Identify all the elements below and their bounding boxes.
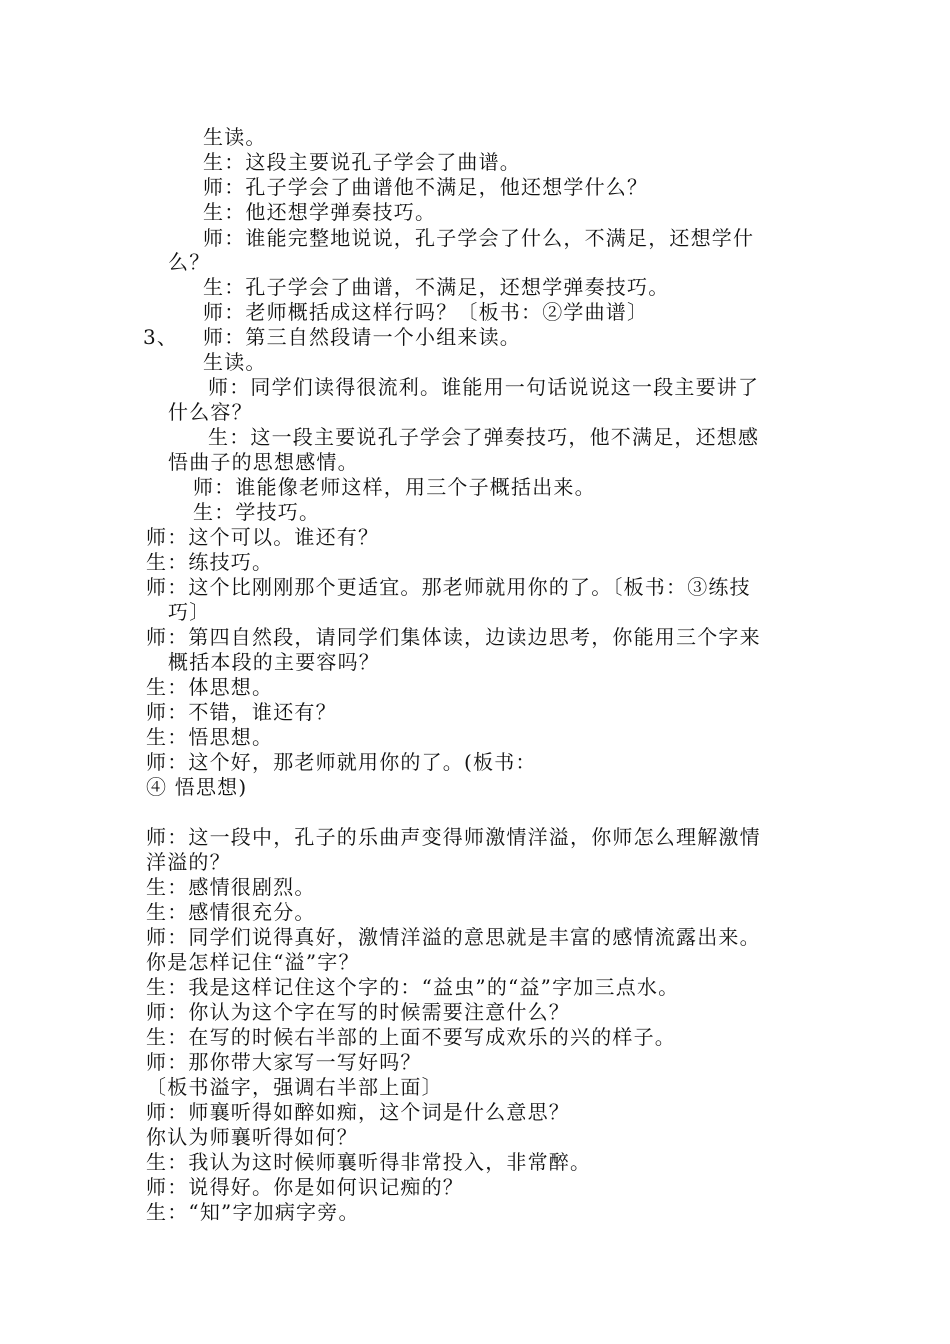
text-line: 〔板书溢字，强调右半部上面〕 — [146, 1075, 443, 1099]
text-line: 师：不错，谁还有？ — [146, 700, 337, 724]
text-line: 师：同学们读得很流利。谁能用一句话说说这一段主要讲了 — [208, 375, 760, 399]
text-line: 巧〕 — [168, 600, 211, 624]
text-line: 师：说得好。你是如何识记痴的？ — [146, 1175, 464, 1199]
text-line: 生：我是这样记住这个字的：“益虫”的“益”字加三点水。 — [146, 975, 680, 999]
text-line: 师：这个比刚刚那个更适宜。那老师就用你的了。〔板书：③练技 — [146, 575, 751, 599]
text-line: 师：同学们说得真好，激情洋溢的意思就是丰富的感情流露出来。 — [146, 925, 761, 949]
text-line: 生：感情很剧烈。 — [146, 875, 316, 899]
text-line: 师：谁能像老师这样，用三个子概括出来。 — [193, 475, 596, 499]
text-line: 生：孔子学会了曲谱，不满足，还想学弹奏技巧。 — [203, 275, 670, 299]
text-line: 生：悟思想。 — [146, 725, 274, 749]
text-line: 师：师襄听得如醉如痴，这个词是什么意思？ — [146, 1100, 570, 1124]
text-line: ④ 悟思想) — [146, 775, 248, 799]
text-line: 么？ — [168, 250, 211, 274]
text-line: 生读。 — [203, 350, 267, 374]
text-line: 师：这一段中，孔子的乐曲声变得师激情洋溢，你师怎么理解激情 — [146, 825, 761, 849]
text-line: 什么容？ — [168, 400, 253, 424]
text-line: 悟曲子的思想感情。 — [168, 450, 359, 474]
text-line: 生：“知”字加病字旁。 — [146, 1200, 360, 1224]
text-line: 生：这一段主要说孔子学会了弹奏技巧，他不满足，还想感 — [208, 425, 760, 449]
text-line: 生：学技巧。 — [193, 500, 321, 524]
text-line: 师：第四自然段，请同学们集体读，边读边思考，你能用三个字来 — [146, 625, 761, 649]
text-line: 生：这段主要说孔子学会了曲谱。 — [203, 150, 521, 174]
text-line: 你认为师襄听得如何？ — [146, 1125, 358, 1149]
text-line: 洋溢的？ — [146, 850, 231, 874]
text-line: 师：这个可以。谁还有？ — [146, 525, 380, 549]
text-line: 师：这个好，那老师就用你的了。(板书： — [146, 750, 537, 774]
text-line: 师：你认为这个字在写的时候需要注意什么？ — [146, 1000, 570, 1024]
text-line: 你是怎样记住“溢”字？ — [146, 950, 360, 974]
text-line: 生：他还想学弹奏技巧。 — [203, 200, 437, 224]
text-line: 师：那你带大家写一写好吗？ — [146, 1050, 422, 1074]
text-line: 生：在写的时候右半部的上面不要写成欢乐的兴的样子。 — [146, 1025, 676, 1049]
text-line: 生：我认为这时候师襄听得非常投入，非常醉。 — [146, 1150, 592, 1174]
text-line: 生：体思想。 — [146, 675, 274, 699]
text-line: 生读。 — [203, 125, 267, 149]
text-line: 师：谁能完整地说说，孔子学会了什么，不满足，还想学什 — [203, 226, 755, 250]
text-line: 师：第三自然段请一个小组来读。 — [203, 325, 521, 349]
list-number: 3、 — [143, 325, 179, 349]
text-line: 生：练技巧。 — [146, 550, 274, 574]
text-line: 师：孔子学会了曲谱他不满足，他还想学什么？ — [203, 175, 649, 199]
text-line: 概括本段的主要容吗？ — [168, 650, 380, 674]
text-line: 师：老师概括成这样行吗？〔板书：②学曲谱〕 — [203, 300, 649, 324]
text-line: 生：感情很充分。 — [146, 900, 316, 924]
